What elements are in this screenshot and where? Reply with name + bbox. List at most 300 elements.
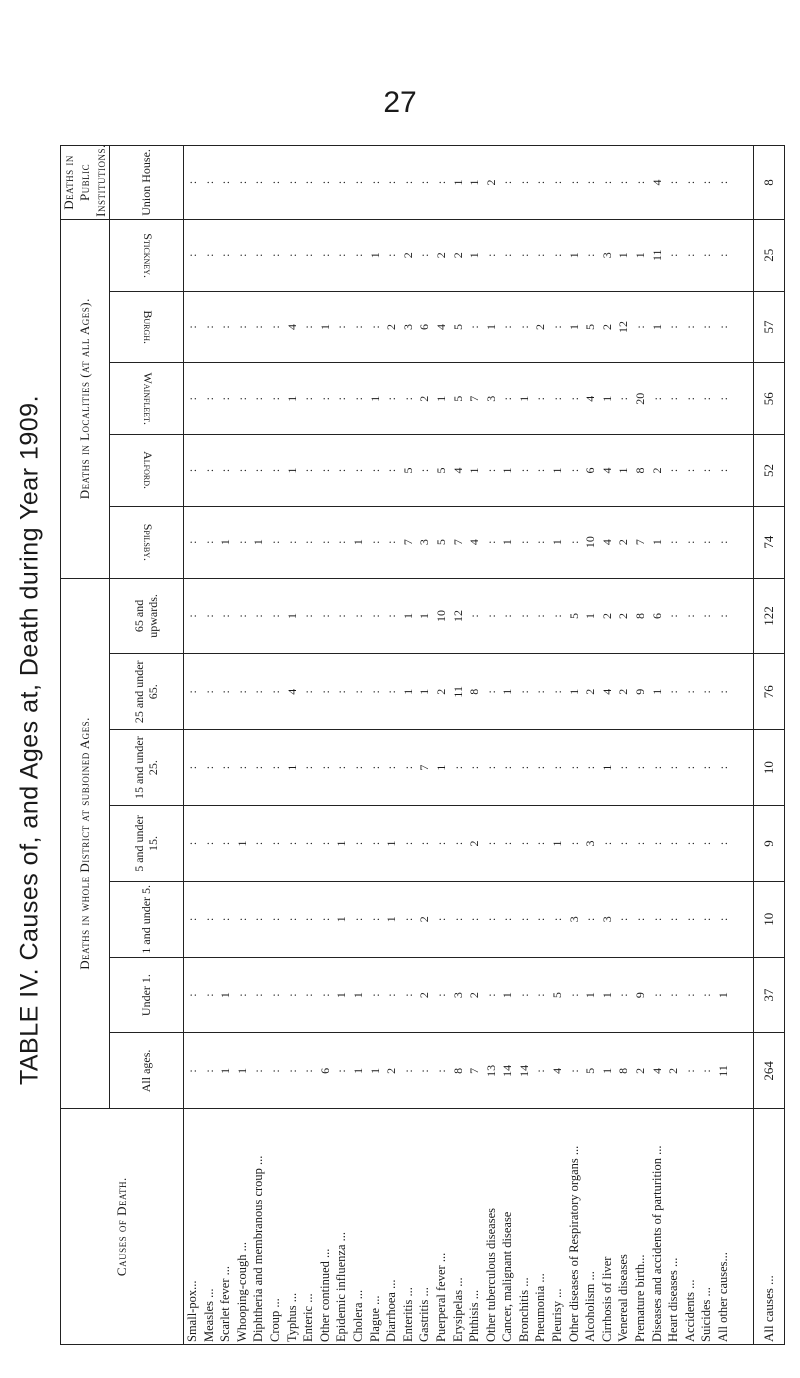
- table-cell: :: [533, 468, 548, 473]
- table-cell: :: [334, 180, 349, 185]
- table-cell: :: [185, 614, 199, 618]
- table-cell: :: [649, 397, 664, 401]
- table-cell: :: [301, 253, 316, 257]
- cause-label: Enteritis ...: [400, 1287, 415, 1342]
- table-cell: :: [384, 180, 399, 185]
- table-cell: 14: [500, 1064, 515, 1077]
- table-cell: :: [201, 993, 216, 997]
- table-cell: :: [500, 841, 515, 846]
- table-cell: :: [616, 993, 631, 997]
- cause-label: Alcoholism ...: [583, 1271, 598, 1342]
- table-cell: 1: [218, 992, 233, 999]
- table-cell: :: [350, 397, 365, 401]
- table-cell: :: [267, 468, 282, 473]
- table-cell: 1: [550, 467, 565, 474]
- table-cell: :: [450, 841, 465, 846]
- table-cell: 1: [284, 764, 299, 771]
- page-number: 27: [383, 86, 417, 119]
- table-cell: 1: [566, 324, 581, 330]
- table-cell: :: [201, 325, 216, 329]
- table-cell: :: [384, 614, 399, 618]
- table-cell: :: [516, 614, 531, 618]
- table-cell: 1: [234, 1067, 249, 1074]
- table-cell: 4: [583, 395, 598, 402]
- cause-label: Heart diseases ...: [666, 1257, 681, 1342]
- table-cell: 1: [467, 179, 482, 186]
- table-cell: 2: [467, 992, 482, 999]
- table-cell: :: [367, 765, 382, 770]
- table-cell: :: [682, 993, 697, 997]
- table-cell: :: [367, 468, 382, 473]
- table-cell: :: [666, 993, 681, 997]
- total-cell: 56: [754, 363, 785, 435]
- table-cell: :: [185, 540, 199, 544]
- value-column: [184, 881, 754, 957]
- table-cell: :: [467, 765, 482, 770]
- table-cell: :: [682, 468, 697, 473]
- cause-label: Diarrhoea ...: [384, 1279, 399, 1342]
- table-cell: :: [267, 614, 282, 618]
- cause-label: Pleurisy ...: [550, 1288, 565, 1342]
- table-cell: :: [251, 468, 266, 473]
- table-cell: :: [234, 917, 249, 921]
- cause-label: Whooping-cough ...: [234, 1242, 249, 1342]
- cause-label: Small-pox...: [185, 1280, 199, 1342]
- table-cell: 2: [384, 324, 399, 330]
- table-cell: 8: [616, 1067, 631, 1074]
- table-cell: :: [234, 180, 249, 185]
- cause-label: Erysipelas ...: [450, 1277, 465, 1342]
- table-cell: :: [716, 841, 730, 846]
- table-cell: :: [566, 397, 581, 401]
- table-cell: :: [500, 253, 515, 257]
- table-cell: 9: [633, 992, 648, 999]
- table-cell: 10: [583, 536, 598, 549]
- value-column: [184, 291, 754, 363]
- cause-label: Pneumonia ...: [533, 1273, 548, 1342]
- cause-label: Puerperal fever ...: [433, 1252, 448, 1342]
- table-cell: :: [682, 841, 697, 846]
- table-cell: 1: [218, 1067, 233, 1074]
- table-cell: :: [301, 540, 316, 544]
- table-cell: :: [284, 993, 299, 997]
- table-cell: :: [649, 765, 664, 770]
- table-cell: :: [367, 614, 382, 618]
- table-cell: :: [699, 397, 714, 401]
- table-cell: :: [500, 917, 515, 921]
- table-cell: :: [682, 917, 697, 921]
- table-cell: 1: [649, 688, 664, 695]
- table-cell: :: [234, 540, 249, 544]
- table-cell: 6: [317, 1067, 332, 1074]
- table-cell: :: [267, 540, 282, 544]
- table-cell: :: [334, 765, 349, 770]
- table-cell: :: [350, 917, 365, 921]
- table-cell: 1: [599, 764, 614, 771]
- table-cell: :: [350, 690, 365, 694]
- table-cell: :: [699, 325, 714, 329]
- table-cell: :: [716, 397, 730, 401]
- table-cell: 1: [599, 992, 614, 999]
- table-cell: :: [500, 325, 515, 329]
- table-cell: :: [666, 180, 681, 185]
- locality-header-stickney: [110, 219, 184, 291]
- table-cell: :: [633, 917, 648, 921]
- table-cell: 2: [616, 539, 631, 546]
- table-cell: :: [185, 397, 199, 401]
- table-cell: 1: [284, 395, 299, 402]
- table-cell: 1: [334, 992, 349, 999]
- table-cell: :: [284, 841, 299, 846]
- table-cell: 5: [550, 992, 565, 999]
- causes-table: [60, 145, 785, 1345]
- total-cell: 74: [754, 506, 785, 578]
- table-cell: :: [682, 690, 697, 694]
- table-cell: :: [218, 765, 233, 770]
- table-cell: 1: [417, 688, 432, 695]
- value-column: [184, 1033, 754, 1109]
- table-cell: 2: [533, 324, 548, 330]
- table-cell: 3: [583, 840, 598, 847]
- table-cell: :: [317, 917, 332, 921]
- table-cell: :: [218, 690, 233, 694]
- table-cell: :: [201, 180, 216, 185]
- table-cell: :: [234, 614, 249, 618]
- total-cell: 8: [754, 146, 785, 220]
- table-cell: :: [334, 1069, 349, 1073]
- table-cell: 5: [400, 467, 415, 474]
- table-cell: :: [500, 614, 515, 618]
- table-cell: 3: [417, 539, 432, 546]
- table-cell: 4: [599, 467, 614, 474]
- table-cell: :: [218, 841, 233, 846]
- table-cell: :: [201, 614, 216, 618]
- table-cell: :: [500, 397, 515, 401]
- table-cell: :: [400, 1069, 415, 1073]
- table-cell: :: [433, 841, 448, 846]
- cause-label: Cirrhosis of liver: [599, 1256, 614, 1342]
- table-cell: :: [284, 180, 299, 185]
- table-cell: 7: [417, 764, 432, 771]
- table-cell: :: [516, 468, 531, 473]
- table-cell: :: [649, 917, 664, 921]
- table-cell: :: [367, 690, 382, 694]
- total-cell: 264: [754, 1033, 785, 1109]
- table-cell: 2: [417, 992, 432, 999]
- table-cell: :: [334, 253, 349, 257]
- table-cell: 4: [284, 324, 299, 330]
- table-cell: 1: [649, 324, 664, 330]
- table-cell: :: [649, 993, 664, 997]
- table-cell: :: [450, 765, 465, 770]
- table-cell: 11: [716, 1065, 730, 1077]
- table-cell: 3: [483, 395, 498, 402]
- locality-header-burgh: [110, 291, 184, 363]
- table-cell: 1: [234, 840, 249, 847]
- table-cell: :: [616, 917, 631, 921]
- table-cell: :: [384, 397, 399, 401]
- table-cell: :: [317, 540, 332, 544]
- table-cell: :: [533, 1069, 548, 1073]
- table-cell: :: [234, 253, 249, 257]
- cause-label: Other diseases of Respiratory organs ...: [566, 1145, 581, 1342]
- table-cell: 5: [450, 395, 465, 402]
- table-cell: :: [334, 614, 349, 618]
- table-cell: :: [317, 690, 332, 694]
- table-cell: 1: [467, 252, 482, 259]
- table-cell: :: [516, 690, 531, 694]
- cause-label: Suicides ...: [699, 1287, 714, 1342]
- table-cell: :: [666, 397, 681, 401]
- table-cell: 4: [599, 539, 614, 546]
- table-cell: :: [400, 993, 415, 997]
- table-cell: :: [633, 325, 648, 329]
- cause-label: Epidemic influenza ...: [334, 1231, 349, 1342]
- table-cell: :: [467, 614, 482, 618]
- table-cell: 1: [334, 840, 349, 847]
- table-cell: 3: [566, 916, 581, 923]
- table-cell: 5: [583, 1067, 598, 1074]
- locality-header-alford: [110, 435, 184, 507]
- table-cell: :: [400, 765, 415, 770]
- table-cell: :: [599, 841, 614, 846]
- table-cell: 4: [649, 1067, 664, 1074]
- table-cell: 1: [317, 324, 332, 330]
- table-cell: :: [201, 765, 216, 770]
- table-cell: 1: [251, 539, 266, 546]
- table-cell: :: [483, 765, 498, 770]
- table-cell: 2: [384, 1067, 399, 1074]
- table-cell: :: [483, 253, 498, 257]
- causes-list: [184, 1109, 754, 1345]
- table-cell: :: [417, 253, 432, 257]
- table-cell: :: [301, 841, 316, 846]
- table-cell: :: [467, 325, 482, 329]
- table-cell: :: [500, 765, 515, 770]
- age-header-under-1: Under 1.: [110, 957, 184, 1033]
- table-cell: 2: [599, 612, 614, 619]
- causes-header: Causes of Death.: [61, 1109, 184, 1345]
- table-cell: 2: [599, 324, 614, 330]
- table-cell: :: [699, 765, 714, 770]
- value-column: [184, 730, 754, 806]
- table-cell: 2: [433, 688, 448, 695]
- table-cell: :: [666, 614, 681, 618]
- table-cell: :: [533, 765, 548, 770]
- table-cell: :: [201, 253, 216, 257]
- table-cell: 1: [483, 324, 498, 330]
- table-cell: :: [666, 765, 681, 770]
- table-cell: 1: [500, 467, 515, 474]
- locality-label: Wainfleet.: [140, 372, 155, 425]
- table-cell: :: [301, 614, 316, 618]
- table-cell: :: [566, 841, 581, 846]
- table-cell: 1: [400, 612, 415, 619]
- table-cell: :: [350, 614, 365, 618]
- table-cell: 11: [649, 249, 664, 262]
- table-cell: :: [682, 180, 697, 185]
- table-cell: 1: [566, 252, 581, 259]
- table-cell: :: [666, 253, 681, 257]
- table-cell: 4: [599, 688, 614, 695]
- total-cell: 10: [754, 730, 785, 806]
- table-cell: :: [716, 690, 730, 694]
- table-cell: :: [550, 397, 565, 401]
- table-cell: :: [516, 841, 531, 846]
- table-cell: :: [218, 614, 233, 618]
- table-cell: :: [367, 841, 382, 846]
- table-cell: :: [633, 765, 648, 770]
- table-cell: :: [301, 180, 316, 185]
- table-cell: :: [251, 325, 266, 329]
- age-header-15-25: 15 and under 25.: [110, 730, 184, 806]
- table-cell: 1: [649, 539, 664, 546]
- locality-header-spilsby: [110, 506, 184, 578]
- table-cell: 2: [616, 688, 631, 695]
- table-cell: :: [583, 917, 598, 921]
- table-cell: :: [566, 180, 581, 185]
- age-header-5-15: 5 and under 15.: [110, 806, 184, 882]
- table-cell: :: [350, 765, 365, 770]
- table-cell: 1: [218, 539, 233, 546]
- table-cell: 12: [616, 321, 631, 333]
- table-cell: :: [666, 917, 681, 921]
- ages-group-header: Deaths in whole District at subjoined Ages.: [61, 578, 110, 1109]
- table-cell: :: [550, 180, 565, 185]
- value-column: [184, 957, 754, 1033]
- table-cell: :: [566, 993, 581, 997]
- table-cell: 8: [633, 612, 648, 619]
- table-cell: :: [317, 397, 332, 401]
- cause-label: Diseases and accidents of parturition ...: [649, 1145, 664, 1342]
- table-cell: :: [716, 917, 730, 921]
- table-cell: 2: [616, 612, 631, 619]
- table-cell: 1: [417, 612, 432, 619]
- table-cell: :: [433, 917, 448, 921]
- table-cell: :: [649, 841, 664, 846]
- table-cell: 1: [500, 539, 515, 546]
- table-cell: 9: [633, 688, 648, 695]
- table-cell: :: [400, 841, 415, 846]
- table-cell: :: [433, 180, 448, 185]
- table-cell: :: [218, 397, 233, 401]
- cause-label: Diphtheria and membranous croup ...: [251, 1155, 266, 1342]
- age-header-all: All ages.: [110, 1033, 184, 1109]
- table-cell: :: [284, 540, 299, 544]
- table-cell: :: [317, 614, 332, 618]
- locality-header-wainfleet: [110, 363, 184, 435]
- table-cell: :: [350, 180, 365, 185]
- table-cell: 4: [467, 539, 482, 546]
- table-cell: 1: [599, 1067, 614, 1074]
- table-cell: :: [533, 540, 548, 544]
- table-cell: :: [516, 325, 531, 329]
- table-cell: 4: [284, 688, 299, 695]
- table-cell: :: [550, 765, 565, 770]
- table-cell: :: [334, 690, 349, 694]
- cause-label: Croup ...: [267, 1298, 282, 1342]
- table-cell: 5: [566, 612, 581, 619]
- table-cell: :: [185, 841, 199, 846]
- table-cell: :: [516, 540, 531, 544]
- table-cell: 1: [350, 539, 365, 546]
- table-cell: 8: [633, 467, 648, 474]
- table-cell: :: [185, 253, 199, 257]
- table-cell: :: [533, 993, 548, 997]
- locality-label: Burgh.: [140, 310, 155, 344]
- table-cell: :: [267, 397, 282, 401]
- table-cell: :: [483, 841, 498, 846]
- total-cell: 76: [754, 654, 785, 730]
- table-cell: 5: [583, 324, 598, 330]
- table-cell: :: [400, 180, 415, 185]
- table-cell: :: [301, 917, 316, 921]
- table-cell: :: [185, 993, 199, 997]
- table-cell: 1: [284, 467, 299, 474]
- value-column: [184, 506, 754, 578]
- value-column: [184, 806, 754, 882]
- table-cell: :: [483, 690, 498, 694]
- table-cell: :: [367, 540, 382, 544]
- table-cell: :: [350, 253, 365, 257]
- table-cell: :: [384, 540, 399, 544]
- table-cell: :: [716, 180, 730, 185]
- table-cell: :: [317, 993, 332, 997]
- table-cell: :: [566, 1069, 581, 1073]
- table-cell: :: [699, 993, 714, 997]
- table-cell: :: [566, 765, 581, 770]
- value-column: [184, 146, 754, 220]
- table-cell: :: [284, 1069, 299, 1073]
- table-cell: :: [251, 993, 266, 997]
- table-cell: 1: [550, 539, 565, 546]
- table-cell: 5: [433, 467, 448, 474]
- table-cell: 1: [384, 840, 399, 847]
- table-cell: :: [185, 765, 199, 770]
- table-cell: :: [218, 917, 233, 921]
- table-cell: :: [185, 1069, 199, 1073]
- cause-label: Gastritis ...: [417, 1287, 432, 1342]
- value-column: [184, 435, 754, 507]
- table-cell: :: [301, 1069, 316, 1073]
- table-cell: :: [583, 180, 598, 185]
- table-cell: 6: [649, 612, 664, 619]
- table-cell: 2: [433, 252, 448, 259]
- table-cell: 5: [450, 324, 465, 330]
- table-cell: :: [301, 325, 316, 329]
- institutions-group-header: Deaths in Public Institutions.: [61, 146, 110, 220]
- table-cell: :: [367, 917, 382, 921]
- total-cell: 122: [754, 578, 785, 654]
- table-cell: :: [317, 841, 332, 846]
- table-cell: :: [699, 917, 714, 921]
- table-stage: [60, 144, 776, 1345]
- table-cell: :: [533, 614, 548, 618]
- table-cell: :: [417, 841, 432, 846]
- table-cell: 7: [467, 1067, 482, 1074]
- table-cell: :: [317, 180, 332, 185]
- table-cell: :: [533, 841, 548, 846]
- table-cell: :: [284, 253, 299, 257]
- table-cell: 1: [367, 252, 382, 259]
- table-cell: 1: [367, 1067, 382, 1074]
- table-cell: 1: [500, 992, 515, 999]
- table-cell: 1: [616, 252, 631, 259]
- table-cell: :: [716, 614, 730, 618]
- table-cell: 3: [450, 992, 465, 999]
- table-cell: :: [201, 1069, 216, 1073]
- table-cell: :: [267, 841, 282, 846]
